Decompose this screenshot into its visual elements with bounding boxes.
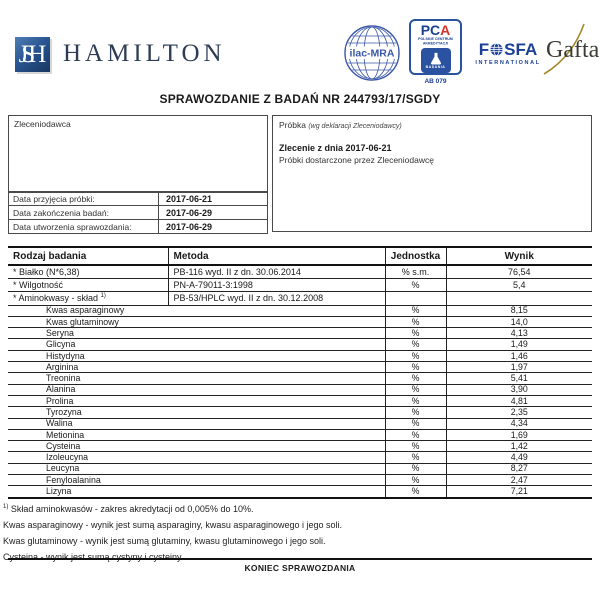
result-cell: 3,90 [446, 384, 592, 395]
test-name-cell: * Wilgotność [8, 279, 168, 292]
result-cell: 8,27 [446, 463, 592, 474]
date-row-value: 2017-06-29 [166, 221, 213, 232]
result-cell: 1,97 [446, 362, 592, 373]
amino-acid-name-cell: Treonina [8, 373, 385, 384]
unit-cell: % [385, 279, 446, 292]
footnote [3, 500, 597, 516]
date-row [8, 219, 268, 234]
result-cell: 2,47 [446, 475, 592, 486]
ilac-mra-label: ilac-MRA [349, 47, 395, 60]
table-row [8, 475, 592, 486]
unit-cell: % [385, 395, 446, 406]
date-row-label: Data zakończenia badań: [9, 206, 159, 219]
footnote [3, 516, 597, 532]
amino-acid-name-cell: Arginina [8, 362, 385, 373]
result-cell: 7,21 [446, 486, 592, 498]
unit-cell: % [385, 486, 446, 498]
result-cell: 1,46 [446, 350, 592, 361]
order-date-line: Zlecenie z dnia 2017-06-21 [279, 143, 392, 153]
unit-cell: % [385, 475, 446, 486]
table-row [8, 441, 592, 452]
test-name-cell: * Białko (N*6,38) [8, 265, 168, 279]
footnote-text: Kwas asparaginowy - wynik jest sumą asparaginy, kwasu asparaginowego i jego soli. [3, 520, 343, 530]
unit-cell: % [385, 373, 446, 384]
table-row [8, 265, 592, 279]
pca-badge-label: BADANIA [425, 64, 446, 69]
report-title: SPRAWOZDANIE Z BADAŃ NR 244793/17/SGDY [159, 92, 441, 106]
footer-divider [8, 558, 592, 560]
date-row [8, 205, 268, 220]
column-header-test-type: Rodzaj badania [8, 247, 168, 265]
amino-acid-name-cell: Walina [8, 418, 385, 429]
method-cell: PB-116 wyd. II z dn. 30.06.2014 [168, 265, 385, 279]
pca-logo [409, 19, 462, 75]
globe-icon [490, 43, 503, 56]
unit-cell: % [385, 407, 446, 418]
pca-accreditation-number: AB 079 [424, 78, 447, 85]
amino-acid-name-cell: Kwas asparaginowy [8, 305, 385, 316]
result-cell: 5,4 [446, 279, 592, 292]
table-row [8, 429, 592, 440]
test-name-cell: * Aminokwasy - skład $^{1)}$ [8, 292, 168, 305]
date-row-value: 2017-06-21 [166, 193, 213, 204]
table-row [8, 316, 592, 327]
table-row [8, 350, 592, 361]
amino-acid-name-cell: Lizyna [8, 486, 385, 498]
company-logo-mark [15, 37, 50, 72]
date-row-label: Data przyjęcia próbki: [9, 192, 159, 205]
unit-cell: % [385, 429, 446, 440]
result-cell: 1,42 [446, 441, 592, 452]
column-header-result: Wynik [446, 247, 592, 265]
unit-cell: % [385, 316, 446, 327]
unit-cell: % [385, 441, 446, 452]
amino-acid-name-cell: Cysteina [8, 441, 385, 452]
amino-acid-name-cell: Metionina [8, 429, 385, 440]
results-header-row [8, 247, 592, 265]
result-cell: 76,54 [446, 265, 592, 279]
result-cell: 1,49 [446, 339, 592, 350]
column-header-unit: Jednostka [385, 247, 446, 265]
amino-acid-name-cell: Glicyna [8, 339, 385, 350]
unit-cell: % [385, 328, 446, 339]
table-row [8, 373, 592, 384]
unit-cell: % [385, 305, 446, 316]
unit-cell: % [385, 418, 446, 429]
results-table [8, 246, 592, 499]
result-cell: 4,49 [446, 452, 592, 463]
result-cell: 5,41 [446, 373, 592, 384]
ilac-mra-stamp-icon [343, 24, 401, 82]
table-row [8, 292, 592, 305]
result-cell: 4,34 [446, 418, 592, 429]
footnote-text: Skład aminokwasów - zakres akredytacji od 0,005% do 10%. [8, 504, 254, 514]
pca-badge [421, 48, 451, 73]
table-row [8, 452, 592, 463]
amino-acid-name-cell: Kwas glutaminowy [8, 316, 385, 327]
unit-cell: % s.m. [385, 265, 446, 279]
footnote-text: Kwas glutaminowy - wynik jest sumą glutaminy, kwasu glutaminowego i jego soli. [3, 536, 326, 546]
sample-box-label: Próbka (wg deklaracji Zleceniodawcy) [279, 120, 402, 130]
fosfa-subtitle: INTERNATIONAL [475, 60, 541, 66]
company-logo-initials: JSH [18, 41, 40, 68]
fosfa-logo [475, 41, 541, 66]
unit-cell: % [385, 362, 446, 373]
footnote-superscript: 1) [3, 504, 9, 510]
unit-cell: % [385, 452, 446, 463]
client-box-label: Zleceniodawca [14, 119, 71, 129]
result-cell: 4,81 [446, 395, 592, 406]
footnotes [3, 500, 597, 564]
amino-acid-name-cell: Histydyna [8, 350, 385, 361]
date-row-label: Data utworzenia sprawozdania: [9, 220, 159, 233]
end-of-report-label: KONIEC SPRAWOZDANIA [244, 563, 356, 573]
amino-acid-name-cell: Tyrozyna [8, 407, 385, 418]
table-row [8, 362, 592, 373]
sample-box-label-note: (wg deklaracji Zleceniodawcy) [308, 123, 402, 130]
sample-box [272, 115, 592, 232]
flask-icon [430, 52, 442, 65]
footnote-text: Cysteina - wynik jest sumą cystyny i cysteiny. [3, 552, 184, 562]
result-cell: 8,15 [446, 305, 592, 316]
amino-acid-name-cell: Fenyloalanina [8, 475, 385, 486]
table-row [8, 395, 592, 406]
table-row [8, 305, 592, 316]
pca-logo-text: PCA [420, 22, 451, 38]
amino-acid-name-cell: Leucyna [8, 463, 385, 474]
client-box [8, 115, 268, 193]
date-row [8, 191, 268, 206]
table-row [8, 279, 592, 292]
footnote-marker: 1) [100, 293, 106, 300]
amino-acid-name-cell: Seryna [8, 328, 385, 339]
table-row [8, 339, 592, 350]
result-cell [446, 292, 592, 305]
sample-delivery-line: Próbki dostarczone przez Zleceniodawcę [279, 155, 434, 165]
unit-cell: % [385, 350, 446, 361]
result-cell: 4,13 [446, 328, 592, 339]
table-row [8, 328, 592, 339]
table-row [8, 407, 592, 418]
result-cell: 2,35 [446, 407, 592, 418]
result-cell: 14,0 [446, 316, 592, 327]
amino-acid-name-cell: Prolina [8, 395, 385, 406]
footnote [3, 548, 597, 564]
pca-subtitle: POLSKIE CENTRUM AKREDYTACJI [418, 36, 453, 46]
gafta-logo: Gafta [546, 37, 600, 63]
date-row-value: 2017-06-29 [166, 207, 213, 218]
amino-acid-name-cell: Alanina [8, 384, 385, 395]
unit-cell: % [385, 384, 446, 395]
table-row [8, 418, 592, 429]
amino-acid-name-cell: Izoleucyna [8, 452, 385, 463]
table-row [8, 463, 592, 474]
company-logo-name: HAMILTON [63, 40, 226, 67]
table-row [8, 384, 592, 395]
result-cell: 1,69 [446, 429, 592, 440]
unit-cell [385, 292, 446, 305]
unit-cell: % [385, 339, 446, 350]
fosfa-logo-text: F SFA [478, 40, 538, 59]
unit-cell: % [385, 463, 446, 474]
method-cell: PN-A-79011-3:1998 [168, 279, 385, 292]
table-row [8, 486, 592, 498]
method-cell: PB-53/HPLC wyd. II z dn. 30.12.2008 [168, 292, 385, 305]
dates-table [8, 192, 268, 234]
column-header-method: Metoda [168, 247, 385, 265]
footnote [3, 532, 597, 548]
